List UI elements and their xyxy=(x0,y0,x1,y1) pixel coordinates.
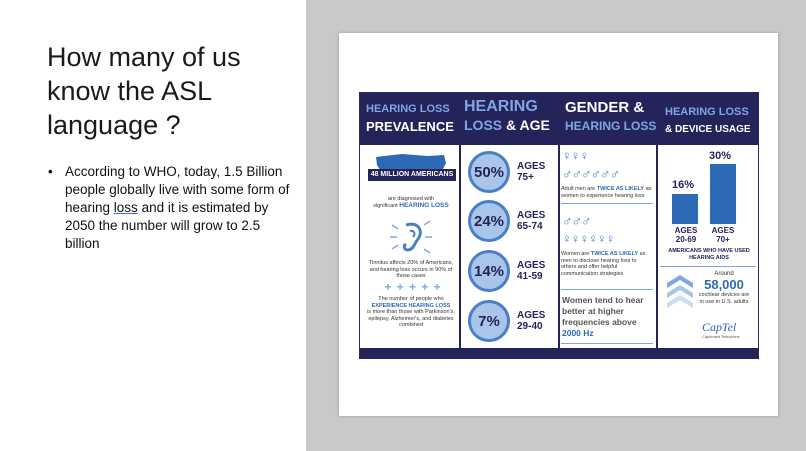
divider xyxy=(656,145,658,350)
slide-title: How many of us know the ASL language ? xyxy=(47,42,241,140)
experience-text: The number of people who EXPERIENCE HEARING LOSS is more than those with Parkinson's, epilepsy, Alzheimer's, and diabetes combined xyxy=(367,296,455,328)
bullet-dot-icon: • xyxy=(48,164,53,179)
divider xyxy=(561,343,653,344)
divider xyxy=(459,145,461,350)
age-label: AGES 65-74 xyxy=(517,210,546,232)
chevrons-icon xyxy=(665,273,695,315)
bar-value: 16% xyxy=(672,179,695,191)
ear-icon xyxy=(388,217,434,255)
age-label: AGES 29-40 xyxy=(517,310,546,332)
hearing-aids-text: AMERICANS WHO HAVE USED HEARING AIDS xyxy=(668,248,750,261)
age-label: AGES 75+ xyxy=(517,161,546,183)
age-circle: 7% xyxy=(468,300,510,342)
age-label: AGES 41-59 xyxy=(517,260,546,282)
captel-tagline: Captioned Telephone xyxy=(702,334,740,339)
bar-70-plus xyxy=(710,164,736,224)
spellcheck-word: loss xyxy=(113,200,138,215)
header-device: HEARING LOSS & DEVICE USAGE xyxy=(665,106,751,135)
divider xyxy=(660,266,756,267)
age-circle: 14% xyxy=(468,250,510,292)
header-gender: GENDER & HEARING LOSS xyxy=(565,99,657,133)
bullet-text: According to WHO, today, 1.5 Billion people globally live with some form of hearing loss and it is estimated by 2050 the number will grow to 2.5 billion xyxy=(65,164,290,251)
divider xyxy=(561,289,653,290)
divider xyxy=(558,145,560,350)
female-icons: ♀♀♀♀♀♀ xyxy=(562,231,615,246)
divider xyxy=(561,203,653,204)
infographic xyxy=(359,92,759,359)
header-prevalence: HEARING LOSS PREVALENCE xyxy=(366,103,454,134)
women-twice-text: Women are TWICE AS LIKELY as men to disclose hearing loss to others and offer helpful communication strategies xyxy=(561,251,646,277)
infographic-footer xyxy=(360,348,758,358)
age-circle: 50% xyxy=(468,151,510,193)
men-twice-text: Adult men are TWICE AS LIKELY as women to experience hearing loss xyxy=(561,186,652,199)
diagnosed-text: are diagnosed with significant HEARING LOSS xyxy=(373,196,449,209)
around-text: Around xyxy=(714,271,734,277)
male-icons: ♂♂♂♂♂♂ xyxy=(562,166,619,182)
slide-text-panel xyxy=(0,0,306,451)
age-circle: 24% xyxy=(468,200,510,242)
cochlear-number: 58,000 xyxy=(704,277,744,292)
plus-row-icon: + + + + + xyxy=(384,280,442,294)
frequency-text: Women tend to hear better at higher frequencies above 2000 Hz xyxy=(562,295,644,338)
americans-badge: 48 MILLION AMERICANS xyxy=(368,169,456,181)
female-icons: ♀♀♀ xyxy=(562,148,589,163)
bar-20-69 xyxy=(672,194,698,224)
male-icons: ♂♂♂ xyxy=(562,213,591,229)
bar-value: 30% xyxy=(709,150,732,162)
cochlear-text: cochlear devices are in use in U.S. adults xyxy=(698,292,750,305)
bar-label: AGES 20-69 xyxy=(674,226,698,244)
bar-label: AGES 70+ xyxy=(711,226,735,244)
header-age: HEARING LOSS & AGE xyxy=(464,98,550,133)
infographic-header xyxy=(360,93,758,145)
tinnitus-text: Tinnitus affects 20% of Americans, and hearing loss occurs in 90% of those cases xyxy=(368,260,454,279)
captel-logo: CapTel xyxy=(702,320,737,334)
